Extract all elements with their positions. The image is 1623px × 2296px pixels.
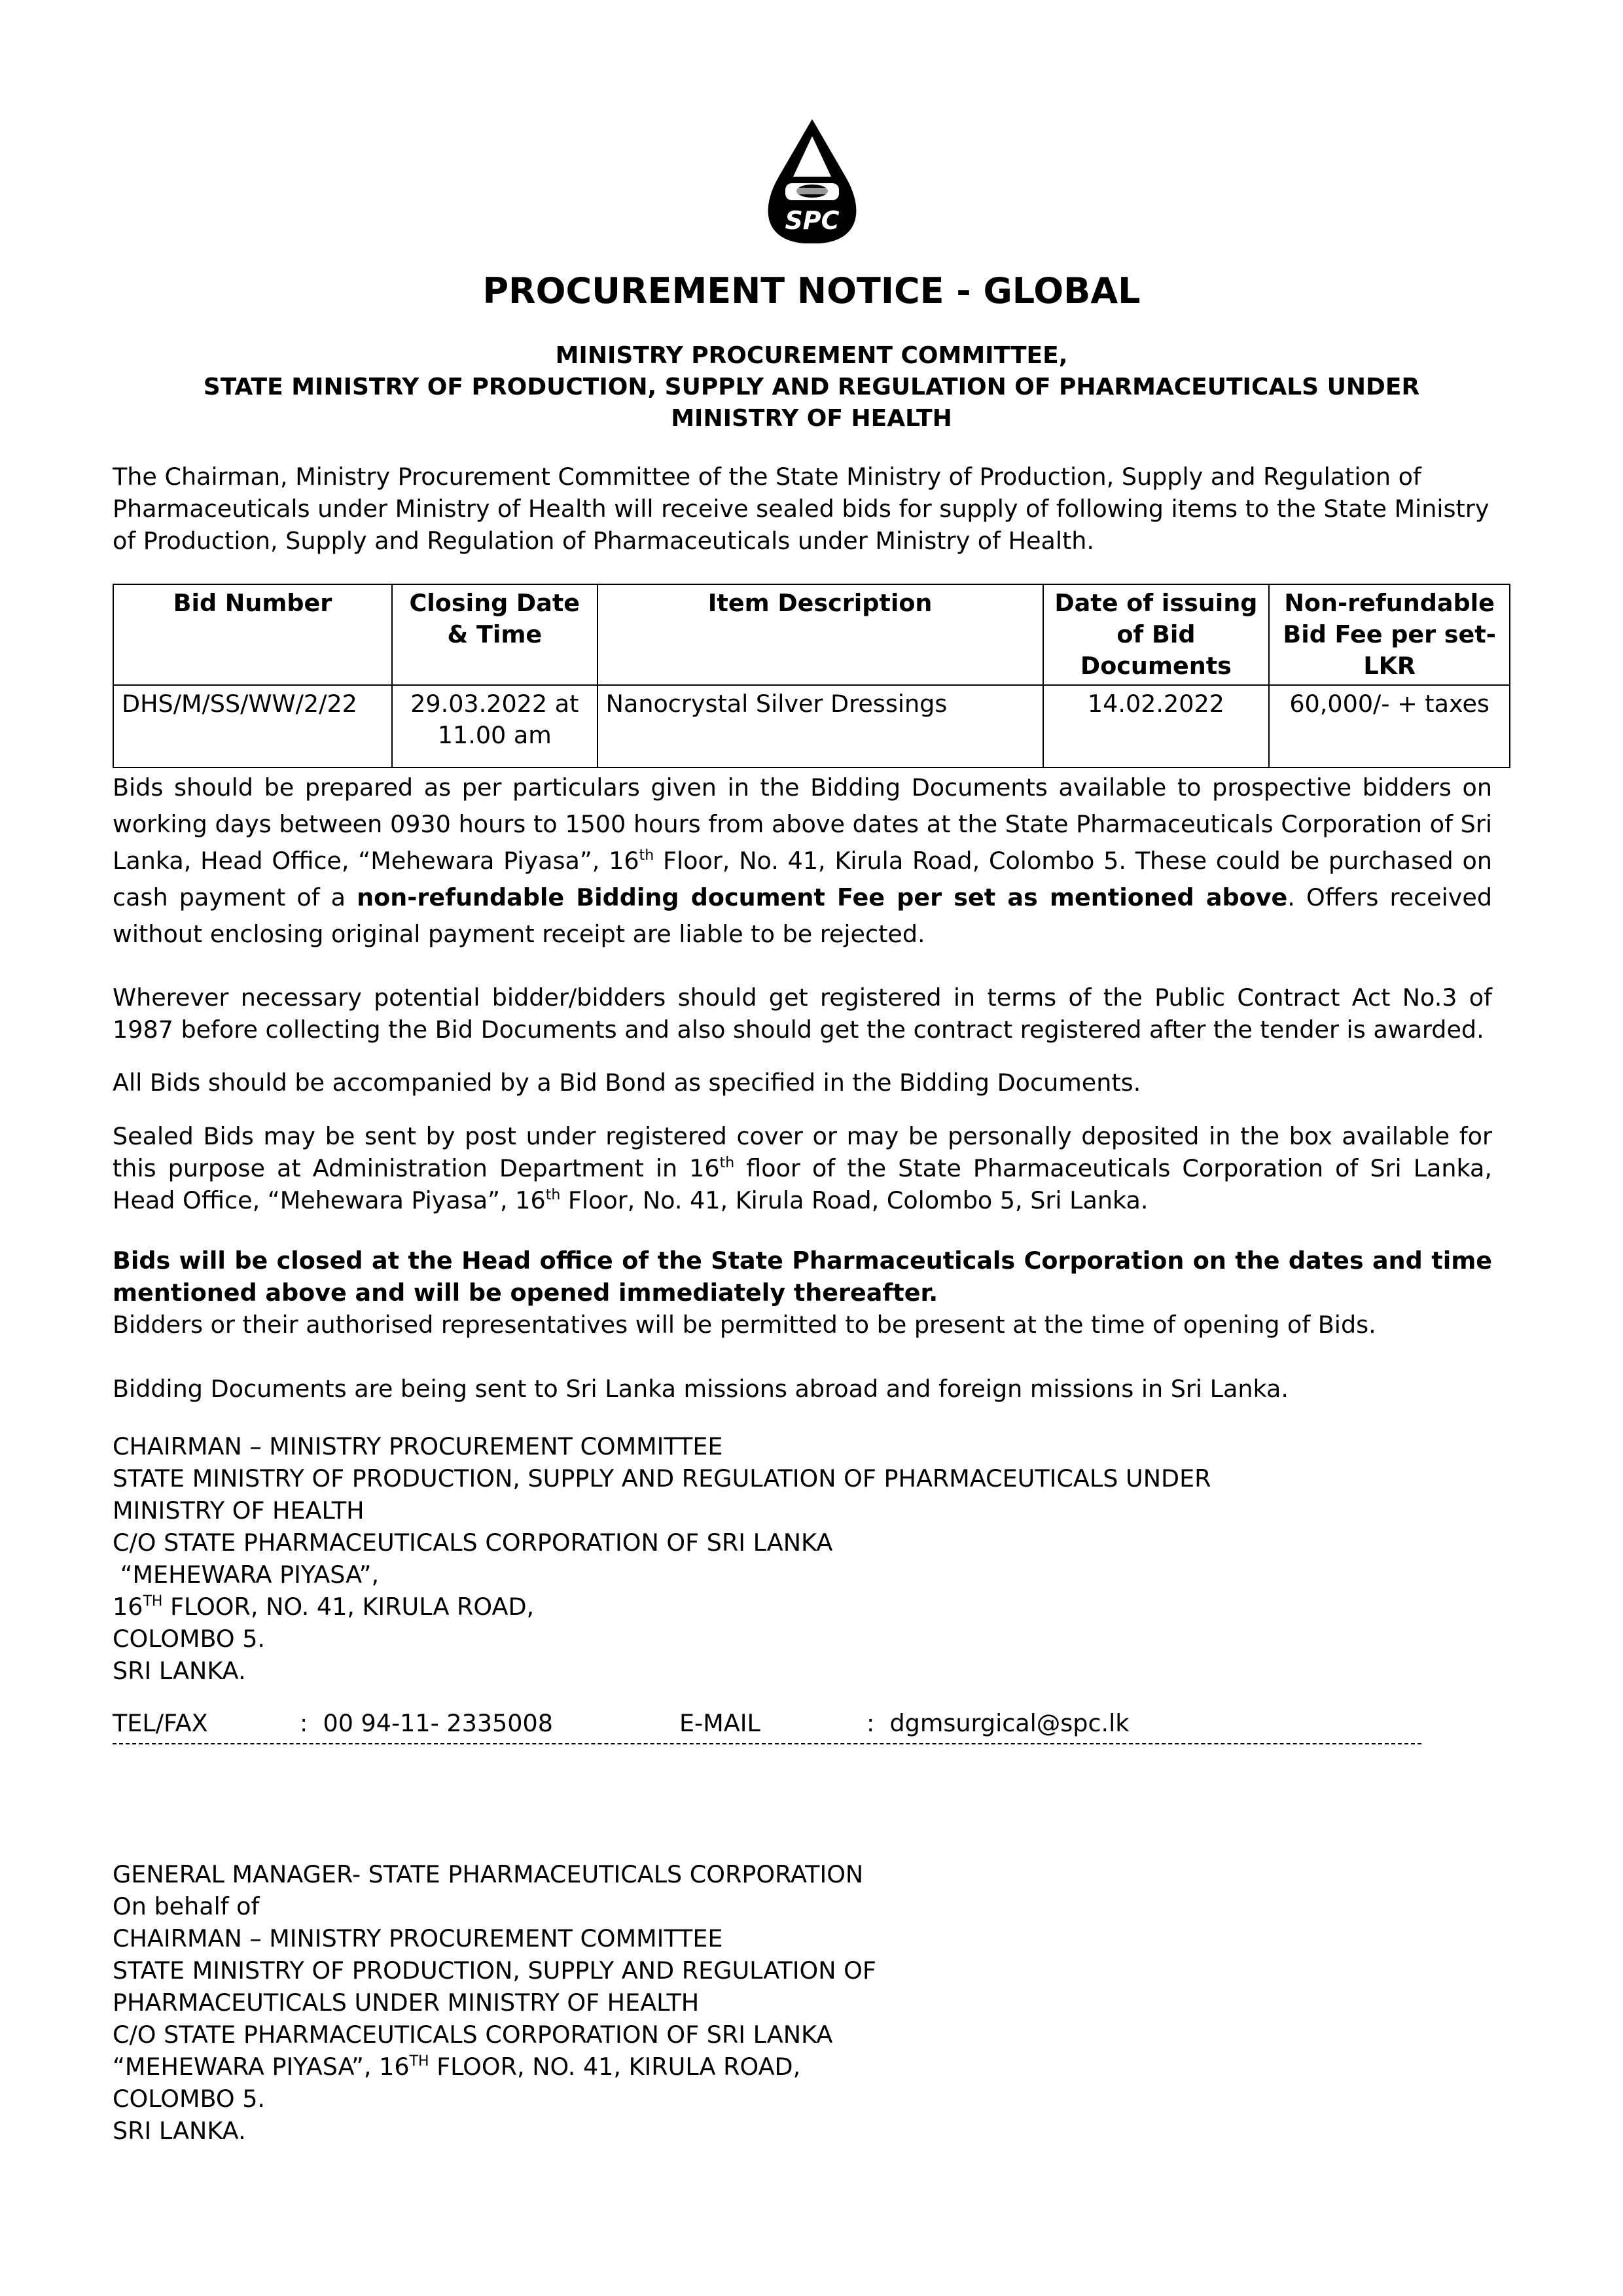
address-line: COLOMBO 5.: [113, 2085, 266, 2113]
subheading-line: MINISTRY PROCUREMENT COMMITTEE,: [555, 342, 1068, 369]
subheading-line: STATE MINISTRY OF PRODUCTION, SUPPLY AND REGULATION OF PHARMACEUTICALS UNDER: [203, 374, 1420, 400]
logo-text: SPC: [785, 206, 840, 235]
closing-normal-text: Bidders or their authorised representatives will be permitted to be present at the time of opening of Bids.: [113, 1311, 1376, 1339]
superscript: TH: [143, 1593, 163, 1610]
dashed-divider: [113, 1743, 1421, 1757]
para-text: Bids should be prepared as per particulars given in the Bidding Documents available to prospective bidders on working days between 0930 hours to 1500 hours from above dates at the State Pharmaceuticals Corporation of Sri Lanka, Head Office, “Mehewara Piyasa”, 16: [113, 773, 1492, 875]
superscript: TH: [409, 2053, 429, 2070]
cell-fee: 60,000/- + taxes: [1269, 685, 1510, 768]
address-line: C/O STATE PHARMACEUTICALS CORPORATION OF SRI LANKA: [113, 1528, 833, 1557]
missions-paragraph: Bidding Documents are being sent to Sri Lanka missions abroad and foreign missions in Sri Lanka.: [113, 1375, 1289, 1403]
tel-label: TEL/FAX: [113, 1709, 208, 1737]
address-line: On behalf of: [113, 1892, 260, 1920]
bid-bond-paragraph: All Bids should be accompanied by a Bid Bond as specified in the Bidding Documents.: [113, 1069, 1141, 1097]
superscript: th: [719, 1155, 735, 1171]
para-text: Sealed Bids may be sent by post under registered cover or may be personally deposited in the box available for this purpose at Administration Department in 16: [113, 1122, 1492, 1182]
header-bid-number: Bid Number: [113, 584, 392, 685]
address-text: FLOOR, NO. 41, KIRULA ROAD,: [429, 2053, 801, 2081]
submission-paragraph: [113, 1120, 1492, 1216]
address-line: CHAIRMAN – MINISTRY PROCUREMENT COMMITTEE: [113, 1432, 723, 1460]
address-line: “MEHEWARA PIYASA”,: [113, 1561, 380, 1589]
address-line: C/O STATE PHARMACEUTICALS CORPORATION OF SRI LANKA: [113, 2021, 833, 2049]
address-line: MINISTRY OF HEALTH: [113, 1496, 365, 1525]
address-line: SRI LANKA.: [113, 1657, 246, 1685]
address-line: STATE MINISTRY OF PRODUCTION, SUPPLY AND REGULATION OF PHARMACEUTICALS UNDER: [113, 1464, 1211, 1492]
superscript: th: [639, 847, 654, 864]
address-block-chairman: [113, 1430, 1211, 1687]
bids-table: [113, 584, 1510, 768]
address-block-general-manager: [113, 1858, 876, 2147]
address-line: CHAIRMAN – MINISTRY PROCUREMENT COMMITTEE: [113, 1924, 723, 1952]
address-line: STATE MINISTRY OF PRODUCTION, SUPPLY AND REGULATION OF: [113, 1956, 876, 1985]
address-line: PHARMACEUTICALS UNDER MINISTRY OF HEALTH: [113, 1988, 700, 2017]
closing-paragraph: [113, 1245, 1492, 1341]
header-closing: Closing Date & Time: [392, 584, 597, 685]
intro-paragraph: The Chairman, Ministry Procurement Committee of the State Ministry of Production, Supply and Regulation of Pharmaceuticals under Ministry of Health will receive sealed bids for supply of following items to the State Ministry of Production, Supply and Regulation of Pharmaceuticals under Ministry of Health.: [113, 463, 1489, 555]
spc-logo-icon: [740, 116, 885, 246]
address-line: GENERAL MANAGER- STATE PHARMACEUTICALS CORPORATION: [113, 1860, 864, 1888]
page-title: PROCUREMENT NOTICE - GLOBAL: [482, 270, 1141, 311]
address-line: COLOMBO 5.: [113, 1625, 266, 1653]
para-text: . Offers received without enclosing original payment receipt are liable to be rejected.: [113, 883, 1493, 948]
bold-text: non-refundable Bidding document Fee per set as mentioned above: [357, 883, 1288, 911]
bidding-paragraph: [113, 769, 1492, 953]
cell-issue-date: 14.02.2022: [1043, 685, 1270, 768]
address-text: 16: [113, 1593, 143, 1621]
address-text: “MEHEWARA PIYASA”, 16: [113, 2053, 410, 2081]
header-item: Item Description: [597, 584, 1043, 685]
contact-row: [113, 1709, 1421, 1742]
para-text: floor of the State Pharmaceuticals Corporation of Sri Lanka, Head Office, “Mehewara Piyasa”, 16: [113, 1154, 1492, 1214]
para-text: Floor, No. 41, Kirula Road, Colombo 5, Sri Lanka.: [560, 1186, 1149, 1214]
table-row: [113, 685, 1510, 768]
cell-closing: 29.03.2022 at 11.00 am: [392, 685, 597, 768]
para-text: Floor, No. 41, Kirula Road, Colombo 5. These could be purchased on cash payment of a: [113, 847, 1492, 911]
header-issue-date: Date of issuing of Bid Documents: [1043, 584, 1270, 685]
subheading: [113, 340, 1510, 434]
superscript: th: [545, 1187, 561, 1203]
address-line: [113, 2051, 876, 2083]
tel-value: : 00 94-11- 2335008: [300, 1709, 553, 1737]
email-value[interactable]: : dgmsurgical@spc.lk: [866, 1709, 1130, 1737]
cell-bid-number: DHS/M/SS/WW/2/22: [113, 685, 392, 768]
address-line: SRI LANKA.: [113, 2117, 246, 2145]
registration-paragraph: Wherever necessary potential bidder/bidders should get registered in terms of the Public Contract Act No.3 of 1987 before collecting the Bid Documents and also should get the contract registered after the tender is awarded.: [113, 983, 1492, 1044]
cell-item: Nanocrystal Silver Dressings: [597, 685, 1043, 768]
closing-bold-text: Bids will be closed at the Head office of the State Pharmaceuticals Corporation on the dates and time mentioned above and will be opened immediately thereafter.: [113, 1246, 1492, 1307]
header-fee: Non-refundable Bid Fee per set- LKR: [1269, 584, 1510, 685]
email-label: E-MAIL: [679, 1709, 760, 1737]
table-header-row: [113, 584, 1510, 685]
address-text: FLOOR, NO. 41, KIRULA ROAD,: [162, 1593, 535, 1621]
address-line: [113, 1591, 1211, 1623]
subheading-line: MINISTRY OF HEALTH: [671, 405, 952, 432]
